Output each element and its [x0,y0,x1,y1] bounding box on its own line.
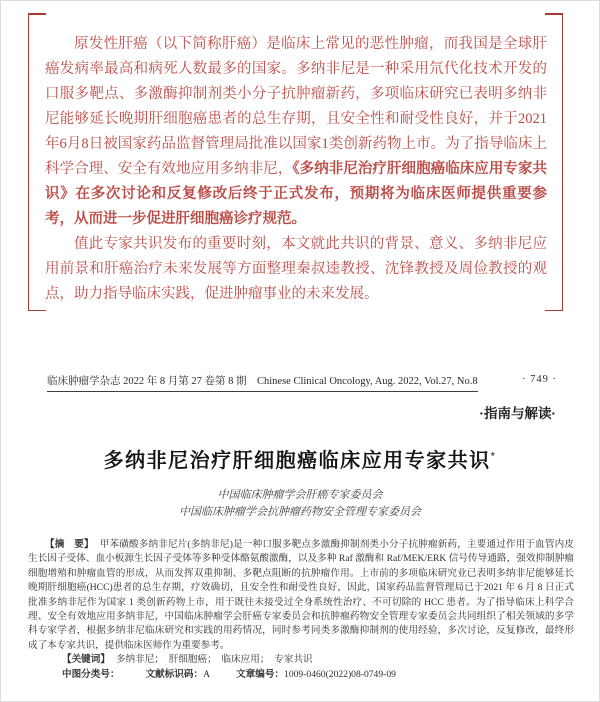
highlight-quote-box [28,13,563,311]
frame-corner-bottom-right [545,310,562,312]
article-id-pair [236,669,396,680]
abstract-label: 【摘 要】 [45,539,94,550]
doc-code-label: 文献标识码： [145,668,204,680]
frame-corner-top-left [29,13,46,15]
article-title [0,444,600,473]
doc-code-pair [146,669,211,680]
article-id-value: 1009-0460(2022)08-0749-09 [284,668,396,680]
doc-code-value: A [203,668,211,680]
keywords-line [28,653,574,667]
clc-label: 中图分类号： [62,668,120,680]
frame-corner-top-right [545,13,562,15]
keywords-label: 【关键词】 [62,654,110,666]
quote-paragraph-2: 值此专家共识发布的重要时刻，本文就此共识的背景、意义、多纳非尼应用前景和肝癌治疗未来发展等方面整理秦叔逵教授、沈锋教授及周俭教授的观点，助力指导临床实践，促进肿瘤事业的未来发展。 [45,236,547,302]
clc-pair [62,669,120,680]
article-title-footnote-marker: * [490,450,497,463]
section-label: ·指南与解读· [479,406,556,421]
classification-line [28,668,574,682]
journal-running-head [47,373,557,392]
front-matter [28,538,574,682]
article-id-label: 文章编号： [236,668,285,680]
frame-corner-bottom-left [29,310,46,312]
quote-text-block [29,13,562,307]
quote-paragraph-1-normal: 原发性肝癌（以下简称肝癌）是临床上常见的恶性肿瘤，而我国是全球肝癌发病率最高和病死人数最多的国家。多纳非尼是一种采用氘代化技术开发的口服多靶点、多激酶抑制剂类小分子抗肿瘤新药，多项临床研究已表明多纳非尼能够延长晚期肝细胞癌患者的总生存期，且安全性和耐受性良好，并于2021年6月8日被国家药品监督管理局批准以国家1类创新药物上市。为了指导临床上科学合理、安全有效地应用多纳非尼， [45,36,547,177]
keywords-text: 多纳非尼； 肝细胞癌； 临床应用； 专家共识 [115,654,313,666]
affiliation-line-1: 中国临床肿瘤学会肝癌专家委员会 [217,489,383,501]
affiliation-line-2: 中国临床肿瘤学会抗肿瘤药物安全管理专家委员会 [179,506,421,518]
abstract-text: 甲苯磺酸多纳非尼片(多纳非尼)是一种口服多靶点多激酶抑制剂类小分子抗肿瘤新药，主要通过作用于血管内皮生长因子受体、血小板源生长因子受体等多种受体酪氨酸激酶，以及多种 Raf 激酶和 Raf/MEK/ERK 信号传导通路，强效抑制肿瘤细胞增殖和肿瘤血管的形成，从而发挥双重抑制、多靶点阻断的抗肿瘤作用。上市前的多项临床研究业已表明多纳非尼能够延长晚期肝细胞癌(HCC)患者的总生存期，疗效确切，且安全性和耐受性良好，因此，国家药品监督管理局已于2021 年 6 月 8 日正式批准多纳非尼作为国家 1 类创新药物上市，用于既往未接受过全身系统性治疗、不可切除的 HCC 患者。为了指导临床上科学合理、安全有效地应用多纳非尼，中国临床肿瘤学会肝癌专家委员会和抗肿瘤药物安全管理专家委员会共同组织了相关领域的多学科专家学者，根据多纳非尼临床研究和实践的用药情况，同时参考同类多激酶抑制剂的使用经验，多次讨论，反复修改，最终形成了本专家共识，提供临床医师作为重要参考。 [28,539,575,651]
journal-info-text: 临床肿瘤学杂志 2022 年 8 月第 27 卷第 8 期 Chinese Clinical Oncology, Aug. 2022, Vol.27, No.8 [47,373,478,392]
abstract-paragraph [28,538,574,653]
page-number: · 749 · [522,374,557,385]
quote-paragraph-1 [45,32,547,232]
quote-paragraph-1-bold: 《多纳非尼治疗肝细胞癌临床应用专家共识》在多次讨论和反复修改后终于正式发布，预期将为临床医师提供重要参考，从而进一步促进肝细胞癌诊疗规范。 [45,161,547,227]
affiliations [0,487,600,521]
article-title-text: 多纳非尼治疗肝细胞癌临床应用专家共识 [103,450,491,472]
